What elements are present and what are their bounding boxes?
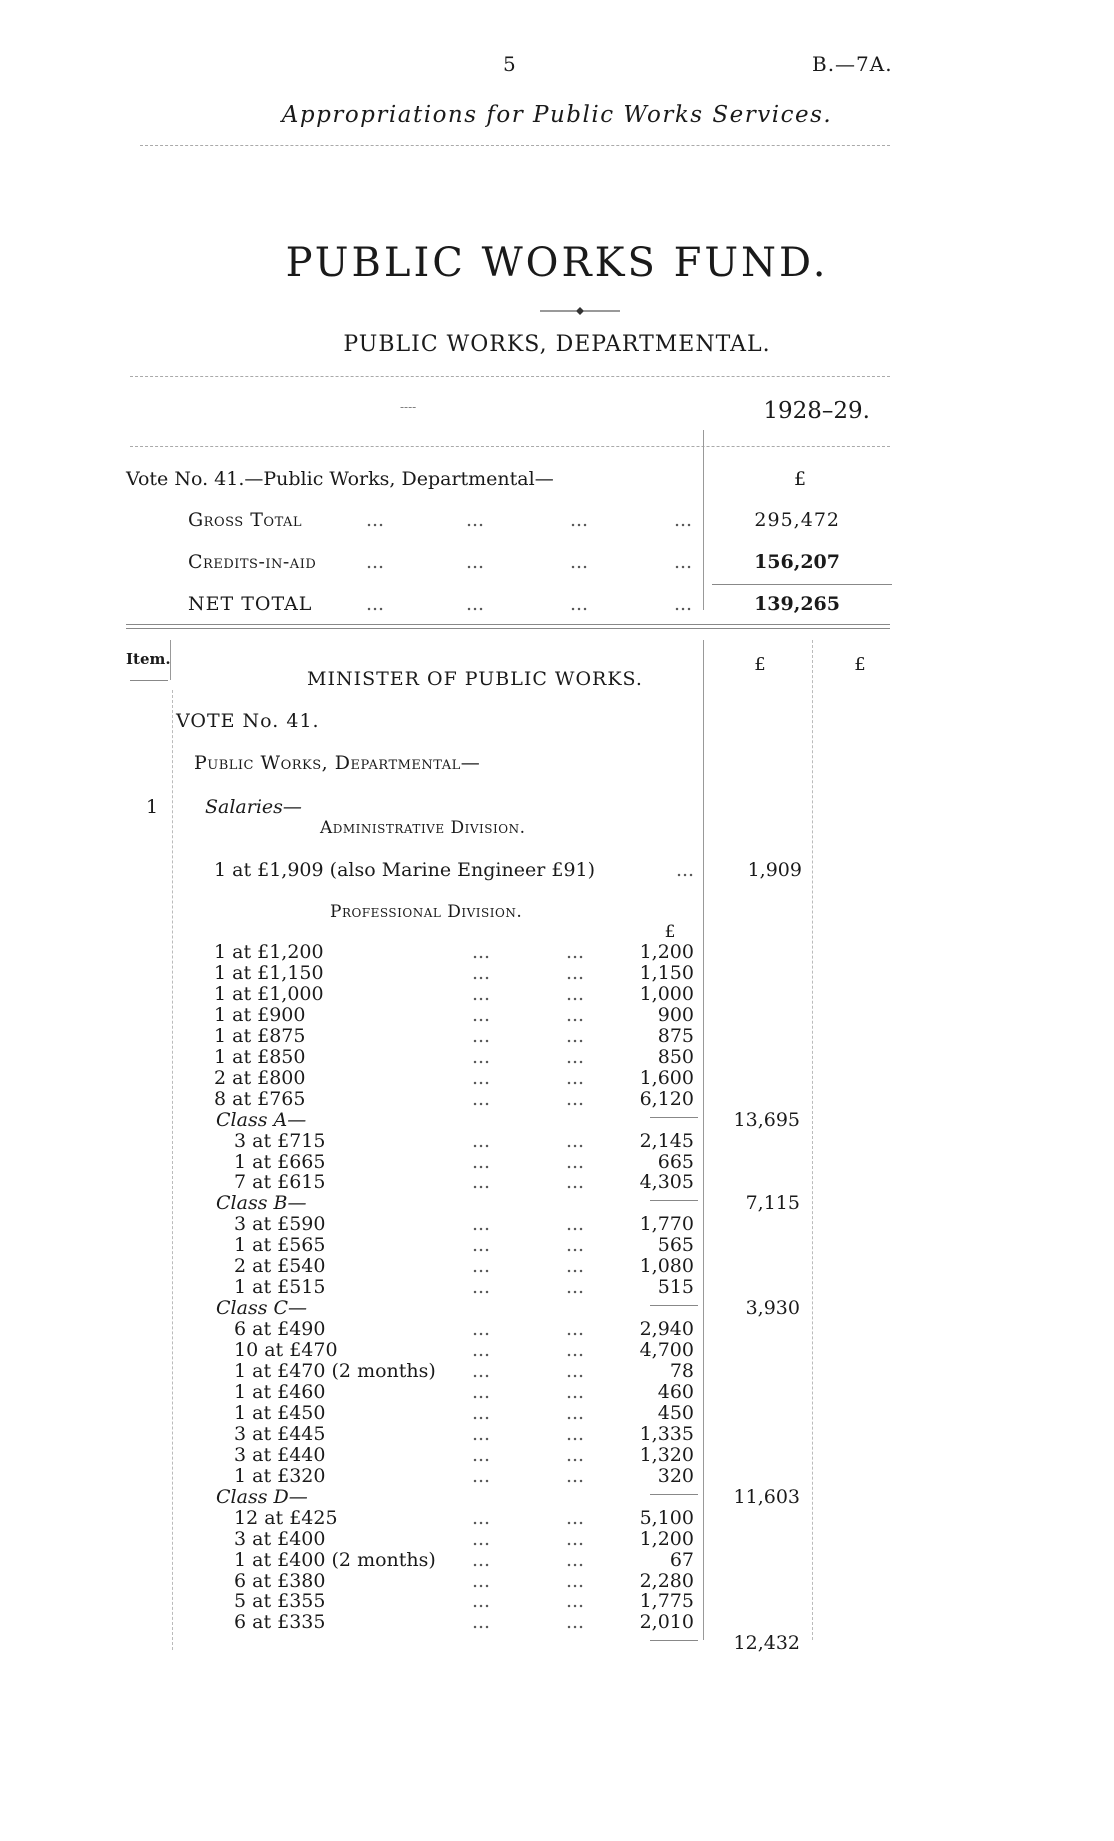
final-subtotal-row — [0, 1633, 1114, 1654]
summary-label: Credits-in-aid — [188, 551, 317, 573]
dot-leader: ... — [673, 593, 693, 615]
item-number: 1 — [146, 796, 159, 818]
dot-leader: ... — [471, 1402, 491, 1424]
salary-amount: 6,120 — [639, 1088, 694, 1110]
dot-leader: ... — [565, 983, 585, 1005]
dot-leader: ... — [565, 1151, 585, 1173]
salary-label: 1 at £665 — [234, 1151, 326, 1173]
dot-leader: ... — [675, 859, 695, 881]
class-label: Class D— — [216, 1486, 308, 1508]
salary-row — [0, 1361, 1114, 1382]
salary-row — [0, 1235, 1114, 1256]
salary-row — [0, 1445, 1114, 1466]
salary-label: 1 at £1,200 — [214, 941, 324, 963]
dot-leader: ... — [565, 941, 585, 963]
fund-title: PUBLIC WORKS FUND. — [285, 240, 829, 286]
dot-leader: ... — [471, 1004, 491, 1026]
dot-leader: ... — [471, 1381, 491, 1403]
salary-row — [0, 1214, 1114, 1235]
dot-leader: ... — [471, 1067, 491, 1089]
summary-label: Gross Total — [188, 509, 303, 531]
dot-leader: ... — [465, 509, 485, 531]
document-reference: B.—7A. — [812, 52, 893, 76]
sum-rule — [650, 1305, 698, 1306]
final-sum-rule — [650, 1640, 698, 1641]
dot-leader: ... — [471, 983, 491, 1005]
salary-amount: 665 — [657, 1151, 694, 1173]
salary-label: 2 at £800 — [214, 1067, 306, 1089]
salary-amount: 515 — [657, 1276, 694, 1298]
dot-leader: ... — [565, 1213, 585, 1235]
salary-row — [0, 1068, 1114, 1089]
summary-sum-rule — [712, 584, 892, 585]
dot-leader: ... — [471, 1025, 491, 1047]
dot-leader: ... — [471, 1423, 491, 1445]
salary-amount: 1,775 — [639, 1590, 694, 1612]
salary-amount: 5,100 — [639, 1507, 694, 1529]
salary-amount: 2,940 — [639, 1318, 694, 1340]
admin-salary-row — [0, 860, 1114, 881]
dot-leader: ... — [565, 1611, 585, 1633]
summary-top-rule — [130, 446, 890, 447]
salary-amount: 1,000 — [639, 983, 694, 1005]
summary-row — [0, 552, 1114, 573]
class-heading-row — [0, 1193, 1114, 1214]
salary-row — [0, 1612, 1114, 1633]
dot-leader: ... — [471, 1234, 491, 1256]
salary-label: 1 at £515 — [234, 1276, 326, 1298]
dot-leader: ... — [471, 1318, 491, 1340]
dot-leader: ... — [471, 1360, 491, 1382]
salary-label: 6 at £490 — [234, 1318, 326, 1340]
dot-leader: ... — [471, 1444, 491, 1466]
salary-amount: 2,280 — [639, 1570, 694, 1592]
dot-leader: ... — [565, 1444, 585, 1466]
dot-leader: ... — [565, 1549, 585, 1571]
dot-leader: ... — [465, 551, 485, 573]
salary-amount: 1,080 — [639, 1255, 694, 1277]
salary-label: 1 at £900 — [214, 1004, 306, 1026]
detail-currency-1: £ — [754, 654, 766, 675]
salary-amount: 1,600 — [639, 1067, 694, 1089]
dot-leader: ... — [471, 1570, 491, 1592]
class-label: Class A— — [216, 1109, 307, 1131]
salary-label: 3 at £400 — [234, 1528, 326, 1550]
summary-row — [0, 594, 1114, 615]
summary-label: NET TOTAL — [188, 593, 313, 615]
salary-label: 7 at £615 — [234, 1171, 326, 1193]
summary-column-header: ---- — [400, 400, 417, 414]
salary-amount: 900 — [657, 1004, 694, 1026]
dot-leader: ... — [569, 551, 589, 573]
dot-leader: ... — [471, 1046, 491, 1068]
dot-leader: ... — [471, 1507, 491, 1529]
salary-label: 1 at £565 — [234, 1234, 326, 1256]
salary-row — [0, 1466, 1114, 1487]
sum-rule — [650, 1494, 698, 1495]
dot-leader: ... — [365, 551, 385, 573]
class-heading-row — [0, 1298, 1114, 1319]
class-label: Class B— — [216, 1192, 307, 1214]
class-subtotal: 12,432 — [733, 1632, 800, 1654]
salary-amount: 565 — [657, 1234, 694, 1256]
dot-leader: ... — [471, 1088, 491, 1110]
sum-rule — [650, 1117, 698, 1118]
admin-salary-label: 1 at £1,909 (also Marine Engineer £91) — [214, 859, 596, 881]
salary-amount: 875 — [657, 1025, 694, 1047]
dot-leader: ... — [471, 962, 491, 984]
dot-leader: ... — [471, 1549, 491, 1571]
dot-leader: ... — [565, 1360, 585, 1382]
salary-label: 6 at £380 — [234, 1570, 326, 1592]
salary-label: 1 at £1,000 — [214, 983, 324, 1005]
salary-row — [0, 942, 1114, 963]
dot-leader: ... — [565, 1590, 585, 1612]
dot-leader: ... — [569, 509, 589, 531]
dot-leader: ... — [565, 1067, 585, 1089]
salary-amount: 2,145 — [639, 1130, 694, 1152]
dot-leader: ... — [471, 1213, 491, 1235]
summary-bottom-rule — [126, 624, 890, 625]
title-ornament — [540, 300, 620, 306]
salary-label: 1 at £320 — [234, 1465, 326, 1487]
class-subtotal: 13,695 — [733, 1109, 800, 1131]
dot-leader: ... — [565, 1381, 585, 1403]
salary-row — [0, 1047, 1114, 1068]
salary-row — [0, 1529, 1114, 1550]
salary-label: 1 at £1,150 — [214, 962, 324, 984]
salary-row — [0, 1382, 1114, 1403]
salary-row — [0, 1172, 1114, 1193]
dot-leader: ... — [565, 1276, 585, 1298]
dot-leader: ... — [565, 1339, 585, 1361]
salary-label: 10 at £470 — [234, 1339, 338, 1361]
summary-currency: £ — [793, 468, 807, 490]
salary-label: 3 at £445 — [234, 1423, 326, 1445]
salary-label: 12 at £425 — [234, 1507, 338, 1529]
dot-leader: ... — [565, 1402, 585, 1424]
dot-leader: ... — [565, 1570, 585, 1592]
dot-leader: ... — [565, 1528, 585, 1550]
dot-leader: ... — [471, 1590, 491, 1612]
salary-label: 3 at £715 — [234, 1130, 326, 1152]
dot-leader: ... — [565, 1465, 585, 1487]
salary-label: 1 at £450 — [234, 1402, 326, 1424]
dot-leader: ... — [565, 1130, 585, 1152]
dot-leader: ... — [565, 962, 585, 984]
salary-amount: 450 — [657, 1402, 694, 1424]
header-rule — [140, 145, 890, 146]
salary-row — [0, 1005, 1114, 1026]
salary-row — [0, 1550, 1114, 1571]
administrative-division-heading: Administrative Division. — [320, 818, 526, 838]
section-rule — [130, 376, 890, 377]
salary-label: 2 at £540 — [234, 1255, 326, 1277]
dot-leader: ... — [673, 509, 693, 531]
summary-value: 295,472 — [754, 509, 840, 531]
salary-amount: 1,770 — [639, 1213, 694, 1235]
vote-line: Vote No. 41.—Public Works, Departmental— — [126, 468, 554, 490]
salary-label: 3 at £590 — [234, 1213, 326, 1235]
salary-amount: 4,305 — [639, 1171, 694, 1193]
salary-amount: 78 — [669, 1360, 694, 1382]
salary-row — [0, 963, 1114, 984]
salaries-heading: Salaries— — [205, 796, 302, 818]
salary-row — [0, 1026, 1114, 1047]
dot-leader: ... — [471, 1130, 491, 1152]
salary-label: 8 at £765 — [214, 1088, 306, 1110]
salary-amount: 4,700 — [639, 1339, 694, 1361]
dot-leader: ... — [471, 941, 491, 963]
salary-row — [0, 1319, 1114, 1340]
minister-heading: MINISTER OF PUBLIC WORKS. — [307, 668, 643, 690]
department-heading: Public Works, Departmental— — [194, 752, 481, 774]
salary-amount: 67 — [669, 1549, 694, 1571]
dot-leader: ... — [565, 1507, 585, 1529]
dot-leader: ... — [471, 1528, 491, 1550]
amount-currency: £ — [664, 922, 676, 942]
dot-leader: ... — [471, 1339, 491, 1361]
salary-row — [0, 1571, 1114, 1592]
page-number: 5 — [503, 52, 516, 76]
salary-amount: 1,335 — [639, 1423, 694, 1445]
salary-row — [0, 1152, 1114, 1173]
salary-row — [0, 1424, 1114, 1445]
class-subtotal: 3,930 — [745, 1297, 800, 1319]
salary-row — [0, 1591, 1114, 1612]
dot-leader: ... — [471, 1611, 491, 1633]
salary-label: 1 at £850 — [214, 1046, 306, 1068]
year-header: 1928–29. — [763, 398, 870, 424]
salary-label: 1 at £460 — [234, 1381, 326, 1403]
salary-amount: 1,200 — [639, 1528, 694, 1550]
summary-bottom-rule-2 — [126, 628, 890, 629]
salary-row — [0, 1508, 1114, 1529]
salary-row — [0, 1089, 1114, 1110]
class-label: Class C— — [216, 1297, 308, 1319]
class-heading-row — [0, 1110, 1114, 1131]
class-subtotal: 11,603 — [733, 1486, 800, 1508]
sum-rule — [650, 1200, 698, 1201]
salary-label: 5 at £355 — [234, 1590, 326, 1612]
dot-leader: ... — [565, 1004, 585, 1026]
dot-leader: ... — [471, 1465, 491, 1487]
salary-row — [0, 1256, 1114, 1277]
dot-leader: ... — [365, 593, 385, 615]
dot-leader: ... — [471, 1255, 491, 1277]
salary-row — [0, 1403, 1114, 1424]
salary-row — [0, 984, 1114, 1005]
salary-amount: 2,010 — [639, 1611, 694, 1633]
dot-leader: ... — [565, 1046, 585, 1068]
vote-heading: VOTE No. 41. — [176, 710, 320, 732]
dot-leader: ... — [569, 593, 589, 615]
dot-leader: ... — [471, 1276, 491, 1298]
admin-salary-amount: 1,909 — [747, 859, 802, 881]
salary-amount: 1,320 — [639, 1444, 694, 1466]
summary-row — [0, 510, 1114, 531]
salary-label: 1 at £470 (2 months) — [234, 1360, 436, 1382]
detail-currency-2: £ — [854, 654, 866, 675]
dot-leader: ... — [565, 1318, 585, 1340]
salary-amount: 320 — [657, 1465, 694, 1487]
summary-value: 139,265 — [754, 593, 840, 615]
dot-leader: ... — [565, 1088, 585, 1110]
item-header-underline — [130, 680, 168, 681]
summary-value: 156,207 — [754, 551, 840, 573]
salary-row — [0, 1131, 1114, 1152]
salary-amount: 850 — [657, 1046, 694, 1068]
dot-leader: ... — [465, 593, 485, 615]
salary-label: 6 at £335 — [234, 1611, 326, 1633]
dot-leader: ... — [673, 551, 693, 573]
dot-leader: ... — [565, 1423, 585, 1445]
item-column-header: Item. — [126, 650, 171, 668]
dot-leader: ... — [471, 1171, 491, 1193]
dot-leader: ... — [565, 1171, 585, 1193]
class-heading-row — [0, 1487, 1114, 1508]
dot-leader: ... — [471, 1151, 491, 1173]
salary-row — [0, 1277, 1114, 1298]
salary-label: 1 at £875 — [214, 1025, 306, 1047]
salary-row — [0, 1340, 1114, 1361]
item-column-divider — [170, 640, 171, 680]
salary-amount: 1,200 — [639, 941, 694, 963]
dot-leader: ... — [365, 509, 385, 531]
salary-label: 1 at £400 (2 months) — [234, 1549, 436, 1571]
section-title: PUBLIC WORKS, DEPARTMENTAL. — [343, 332, 771, 357]
dot-leader: ... — [565, 1255, 585, 1277]
salary-label: 3 at £440 — [234, 1444, 326, 1466]
running-title: Appropriations for Public Works Services. — [281, 102, 833, 128]
dot-leader: ... — [565, 1025, 585, 1047]
salary-amount: 1,150 — [639, 962, 694, 984]
professional-division-heading: Professional Division. — [330, 902, 523, 922]
salary-amount: 460 — [657, 1381, 694, 1403]
dot-leader: ... — [565, 1234, 585, 1256]
class-subtotal: 7,115 — [745, 1192, 800, 1214]
